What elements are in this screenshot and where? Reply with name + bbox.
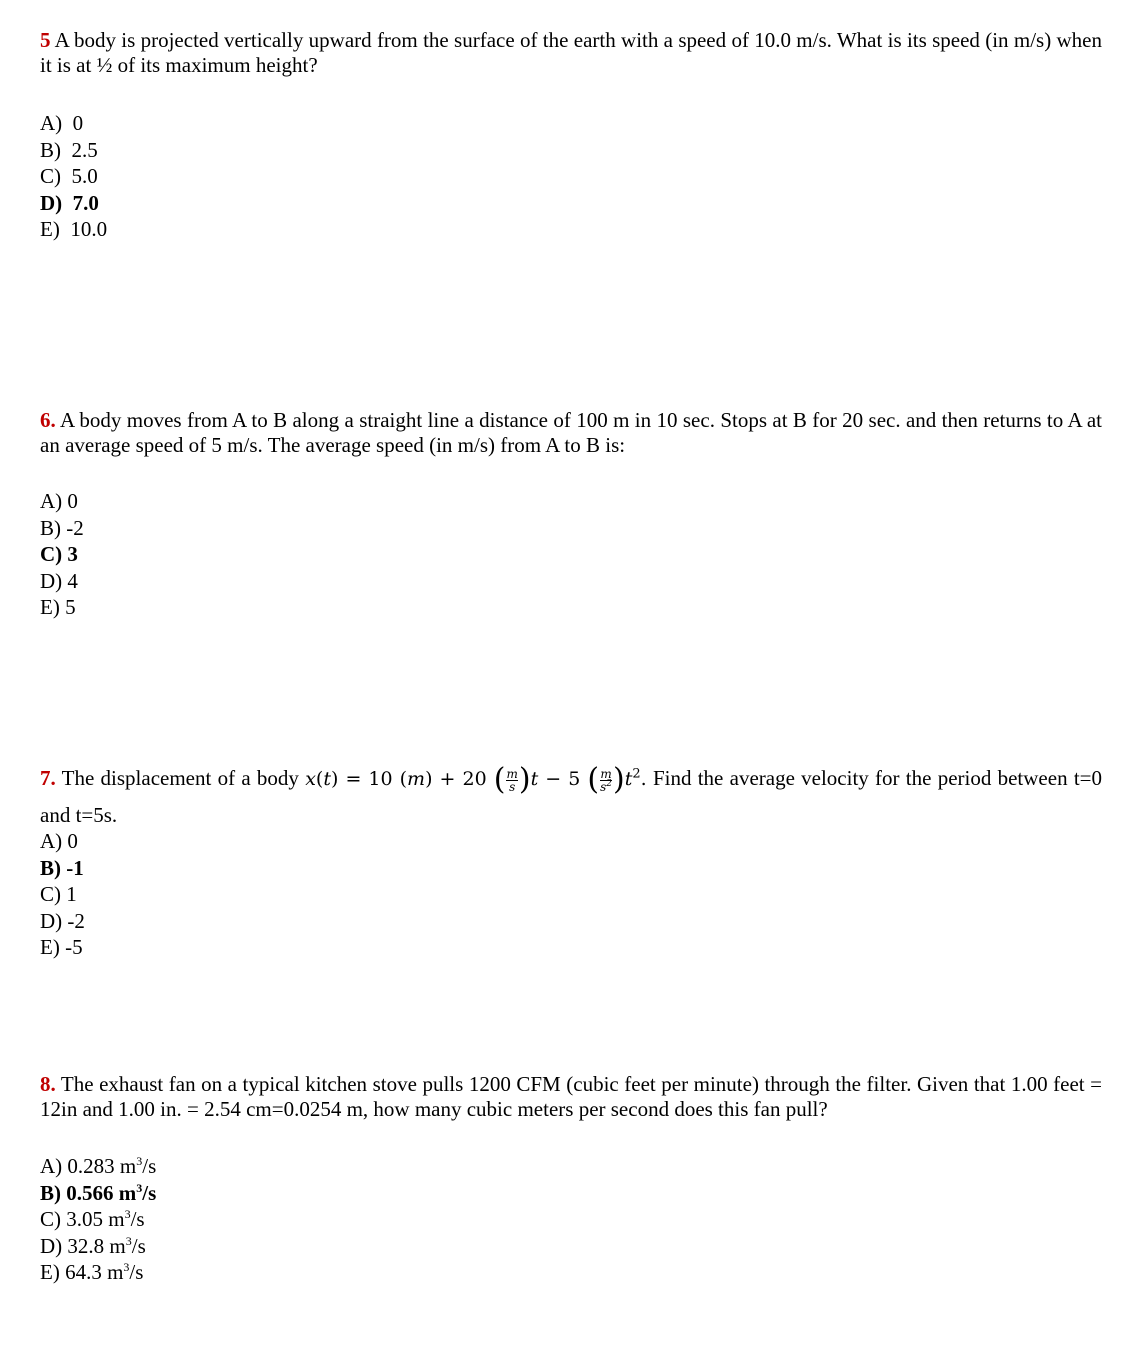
question-number: 8. xyxy=(40,1072,56,1096)
option-a[interactable]: A) 0 xyxy=(40,829,78,853)
question-number: 5 xyxy=(40,28,51,52)
question-number: 7. xyxy=(40,766,56,790)
question-8-options xyxy=(40,1153,156,1286)
question-5-options xyxy=(40,110,107,243)
question-number: 6. xyxy=(40,408,56,432)
question-text: A body is projected vertically upward from the surface of the earth with a speed of 10.0 m/s. What is its speed (in m/s) when it is at ½ of its maximum height? xyxy=(40,28,1102,77)
question-8 xyxy=(40,1072,1102,1122)
option-e[interactable]: E) -5 xyxy=(40,935,83,959)
option-c-correct[interactable]: C) 3 xyxy=(40,542,78,566)
option-e[interactable]: E) 64.3 $m^3/s$ xyxy=(40,1260,144,1284)
displacement-equation: x(t) = 10 (m) + 20 ( $\frac{m}{s}$ )t − 5 ( $\frac{m}{s^2}$ )$t^2$. xyxy=(305,762,647,797)
option-a[interactable]: A) 0.283 $m^3/s$ xyxy=(40,1154,157,1178)
option-b[interactable]: B) -2 xyxy=(40,515,84,540)
question-6-options xyxy=(40,488,84,621)
option-e[interactable]: E) 5 xyxy=(40,595,76,619)
question-text-before: The displacement of a body xyxy=(61,766,299,790)
question-7-options xyxy=(40,828,85,961)
question-6 xyxy=(40,408,1102,458)
question-5 xyxy=(40,28,1102,78)
option-b-correct[interactable]: B) -1 xyxy=(40,855,84,880)
option-d[interactable]: D) -2 xyxy=(40,908,85,933)
option-b-correct[interactable]: B) 0.566 $m^3/s$ xyxy=(40,1180,157,1205)
option-b[interactable]: B) 2.5 xyxy=(40,137,98,162)
option-c[interactable]: C) 1 xyxy=(40,882,77,906)
option-e[interactable]: E) 10.0 xyxy=(40,217,108,241)
question-text-after: Find the average velocity for the period between t=0 and t=5s. xyxy=(40,766,1103,827)
option-d-correct[interactable]: D) 7.0 xyxy=(40,190,99,215)
option-c[interactable]: C) 3.05 $m^3/s$ xyxy=(40,1207,145,1231)
option-a[interactable]: A) 0 xyxy=(40,111,84,135)
option-a[interactable]: A) 0 xyxy=(40,489,78,513)
question-text: The exhaust fan on a typical kitchen stove pulls 1200 CFM (cubic feet per minute) through the filter. Given that 1.00 feet = 12in and 1.00 in. = 2.54 cm=0.0254 m, how many cubic meters per second does this fan pull? xyxy=(40,1072,1103,1121)
option-d[interactable]: D) 32.8 $m^3/s$ xyxy=(40,1233,146,1258)
question-text: A body moves from A to B along a straight line a distance of 100 m in 10 sec. Stops at B for 20 sec. and then returns to A at an average speed of 5 m/s. The average speed (in m/s) from A to B is: xyxy=(40,408,1103,457)
option-c[interactable]: C) 5.0 xyxy=(40,164,98,188)
option-d[interactable]: D) 4 xyxy=(40,568,78,593)
question-7 xyxy=(40,760,1102,833)
